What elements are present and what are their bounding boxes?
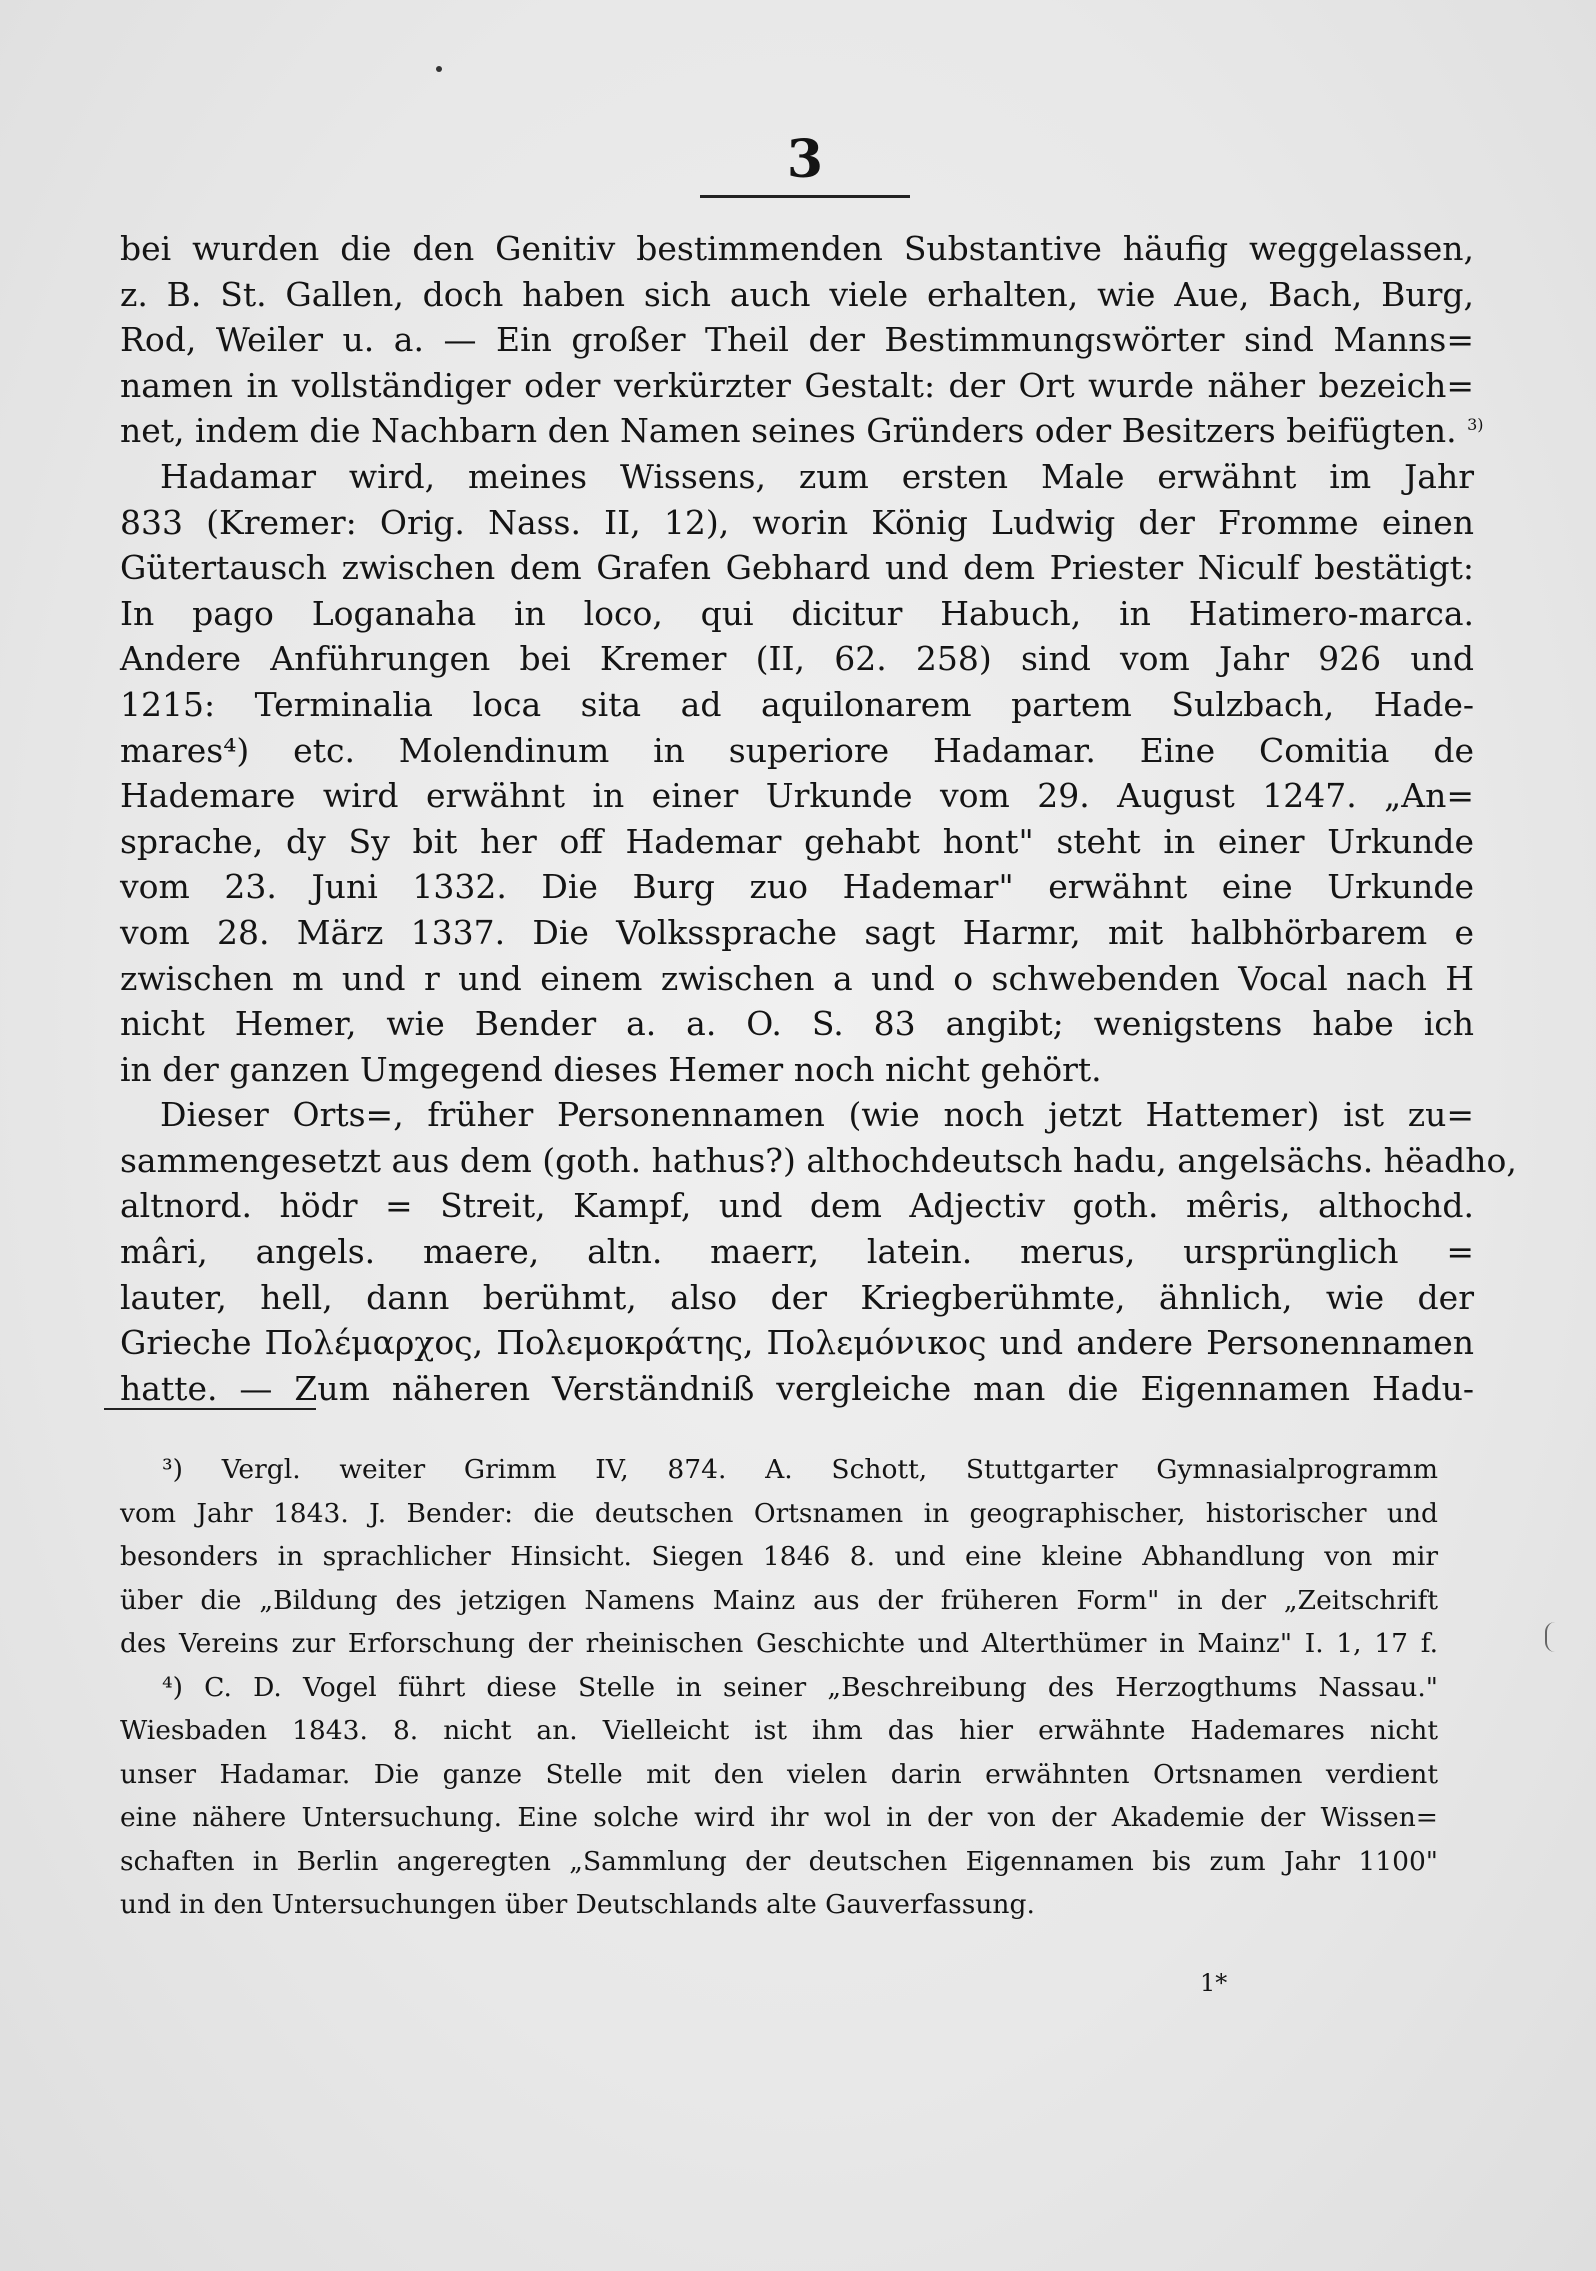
footnote-line: unser Hadamar. Die ganze Stelle mit den vielen darin erwähnten Ortsnamen verdient <box>120 1758 1438 1790</box>
footnote-line: ⁴) C. D. Vogel führt diese Stelle in seiner „Beschreibung des Herzogthums Nassau." <box>162 1671 1438 1703</box>
body-line: vom 28. März 1337. Die Volkssprache sagt Harmr, mit halbhörbarem e <box>120 912 1474 952</box>
body-line: zwischen m und r und einem zwischen a und o schwebenden Vocal nach H <box>120 958 1474 998</box>
footnote-line: besonders in sprachlicher Hinsicht. Siegen 1846 8. und eine kleine Abhandlung von mir <box>120 1541 1438 1572</box>
footnote-line: schaften in Berlin angeregten „Sammlung der deutschen Eigennamen bis zum Jahr 1100" <box>120 1845 1438 1877</box>
footnote-line: und in den Untersuchungen über Deutschlands alte Gauverfassung. <box>120 1889 1035 1920</box>
body-line: sammengesetzt aus dem (goth. hathus?) althochdeutsch hadu, angelsächs. hëadho, <box>120 1140 1517 1180</box>
body-line: mares⁴) etc. Molendinum in superiore Hadamar. Eine Comitia de <box>120 730 1474 770</box>
footnote-separator <box>104 1408 316 1410</box>
body-line: Andere Anführungen bei Kremer (II, 62. 258) sind vom Jahr 926 und <box>120 639 1474 679</box>
footnote-line: über die „Bildung des jetzigen Namens Mainz aus der früheren Form" in der „Zeitschrift <box>120 1584 1438 1616</box>
body-line: z. B. St. Gallen, doch haben sich auch viele erhalten, wie Aue, Bach, Burg, <box>120 274 1474 314</box>
footnote-line: ³) Vergl. weiter Grimm IV, 874. A. Schott, Stuttgarter Gymnasialprogramm <box>162 1454 1438 1485</box>
margin-mark <box>1545 1622 1559 1652</box>
page-number-rule <box>700 195 910 198</box>
body-line: sprache, dy Sy bit her off Hademar gehabt hont" steht in einer Urkunde <box>120 821 1474 861</box>
body-line: namen in vollständiger oder verkürzter Gestalt: der Ort wurde näher bezeich= <box>120 365 1474 405</box>
footnote-line: vom Jahr 1843. J. Bender: die deutschen Ortsnamen in geographischer, historischer und <box>120 1497 1438 1529</box>
body-line: Gütertausch zwischen dem Grafen Gebhard und dem Priester Niculf bestätigt: <box>120 548 1474 588</box>
body-line <box>120 408 1484 454</box>
body-line: nicht Hemer, wie Bender a. a. O. S. 83 angibt; wenigstens habe ich <box>120 1004 1474 1044</box>
body-line: Dieser Orts=, früher Personennamen (wie noch jetzt Hattemer) ist zu= <box>160 1095 1474 1135</box>
body-line: in der ganzen Umgegend dieses Hemer noch nicht gehört. <box>120 1049 1102 1089</box>
body-line: Grieche Πολέμαρχος, Πολεμοκράτης, Πολεμόνικος und andere Personennamen <box>120 1323 1474 1363</box>
page-number: 3 <box>786 129 824 190</box>
footnotes <box>120 1448 1438 1927</box>
footnote-line: des Vereins zur Erforschung der rheinischen Geschichte und Alterthümer in Mainz" I. 1, 17 f. <box>120 1628 1438 1659</box>
body-text <box>120 226 1517 1411</box>
body-line: mâri, angels. maere, altn. maerr, latein. merus, ursprünglich = <box>120 1232 1474 1272</box>
body-line: Rod, Weiler u. a. — Ein großer Theil der Bestimmungswörter sind Manns= <box>120 320 1474 360</box>
body-line: 833 (Kremer: Orig. Nass. II, 12), worin König Ludwig der Fromme einen <box>120 502 1474 542</box>
ink-dot <box>436 66 442 72</box>
body-line: hatte. — Zum näheren Verständniß vergleiche man die Eigennamen Hadu- <box>120 1368 1474 1408</box>
body-line: bei wurden die den Genitiv bestimmenden Substantive häufig weggelassen, <box>120 229 1474 268</box>
body-line: Hadamar wird, meines Wissens, zum ersten Male erwähnt im Jahr <box>160 456 1474 496</box>
signature-mark: 1* <box>1200 1969 1228 1997</box>
body-line: altnord. hödr = Streit, Kampf, und dem Adjectiv goth. mêris, althochd. <box>120 1186 1474 1226</box>
body-line: vom 23. Juni 1332. Die Burg zuo Hademar" erwähnt eine Urkunde <box>120 867 1474 907</box>
footnote-marker-3: 3) <box>1467 415 1484 435</box>
body-line: 1215: Terminalia loca sita ad aquilonarem partem Sulzbach, Hade- <box>120 684 1474 724</box>
body-line: Hademare wird erwähnt in einer Urkunde vom 29. August 1247. „An= <box>120 776 1474 816</box>
footnote-line: eine nähere Untersuchung. Eine solche wird ihr wol in der von der Akademie der Wissen= <box>120 1802 1438 1833</box>
footnote-line: Wiesbaden 1843. 8. nicht an. Vielleicht ist ihm das hier erwähnte Hademares nicht <box>120 1715 1438 1746</box>
body-line: lauter, hell, dann berühmt, also der Kriegberühmte, ähnlich, wie der <box>120 1277 1474 1317</box>
body-line-text: net, indem die Nachbarn den Namen seines Gründers oder Besitzers beifügten. <box>120 411 1457 451</box>
body-line: In pago Loganaha in loco, qui dicitur Habuch, in Hatimero-marca. <box>120 593 1474 633</box>
